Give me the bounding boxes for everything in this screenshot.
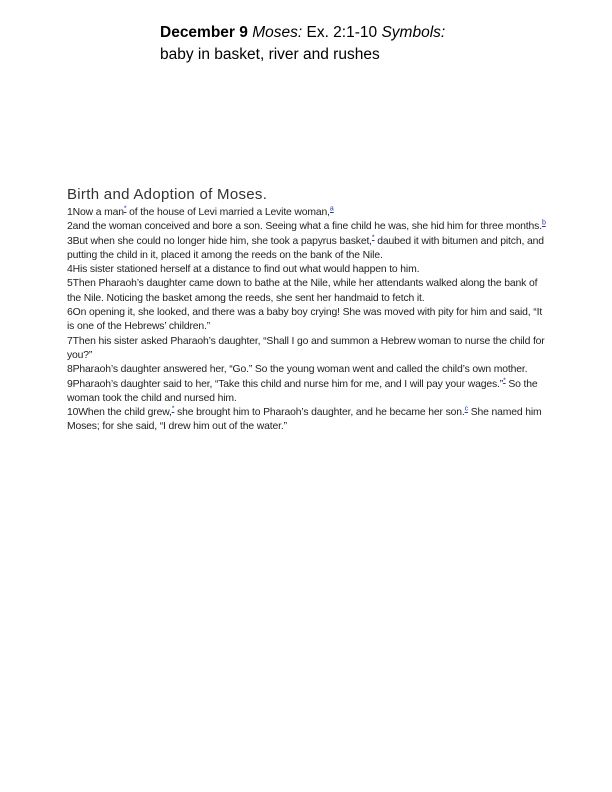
header-symbols-label: Symbols: xyxy=(381,24,446,41)
verse-10 xyxy=(67,406,551,435)
verse-text: she brought him to Pharaoh’s daughter, and he became her son. xyxy=(174,407,465,419)
verse-text: His sister stationed herself at a distance to find out what would happen to him. xyxy=(72,264,420,276)
verse-3 xyxy=(67,235,551,264)
verse-9 xyxy=(67,378,551,407)
verse-number: 9 xyxy=(67,378,73,390)
header-moses-label: Moses: xyxy=(252,24,303,41)
verse-text: of the house of Levi married a Levite woman, xyxy=(126,207,330,218)
verse-text: and the woman conceived and bore a son. Seeing what a fine child he was, she hid him for three months. xyxy=(72,221,542,233)
header-symbols-text: baby in basket, river and rushes xyxy=(160,46,380,63)
page-header xyxy=(160,22,450,66)
verse-6 xyxy=(67,306,551,335)
verse-8 xyxy=(67,363,551,377)
scripture-passage xyxy=(67,206,551,435)
verse-text: Pharaoh’s daughter said to her, “Take this child and nurse him for me, and I will pay your wages.” xyxy=(72,378,504,390)
verse-number: 8 xyxy=(67,364,73,376)
verse-2 xyxy=(67,220,551,234)
footnote-link[interactable]: * xyxy=(503,377,506,385)
verse-text: When the child grew, xyxy=(78,407,172,419)
verse-1 xyxy=(67,206,551,220)
footnote-link[interactable]: b xyxy=(541,219,546,227)
verse-number: 2 xyxy=(67,221,73,233)
verse-text: Pharaoh’s daughter answered her, “Go.” So the young woman went and called the child’s own mother. xyxy=(72,364,528,376)
footnote-link[interactable]: a xyxy=(329,205,334,213)
verse-text: But when she could no longer hide him, she took a papyrus basket, xyxy=(72,235,372,247)
verse-number: 10 xyxy=(67,407,79,419)
verse-7 xyxy=(67,335,551,364)
verse-number: 3 xyxy=(67,235,73,247)
section-title: Birth and Adoption of Moses. xyxy=(67,186,268,203)
verse-number: 1 xyxy=(67,207,73,218)
header-date: December 9 xyxy=(160,24,248,41)
verse-text: So the woman took the child and nursed him. xyxy=(67,378,538,404)
header-moses-ref: Ex. 2:1-10 xyxy=(306,24,378,41)
verse-4 xyxy=(67,263,551,277)
verse-5 xyxy=(67,277,551,306)
verse-text: Then Pharaoh’s daughter came down to bathe at the Nile, while her attendants walked along the bank of the Nile. Noticing the basket among the reeds, she sent her handmaid to fetch it. xyxy=(67,278,538,304)
verse-number: 7 xyxy=(67,335,73,347)
footnote-link[interactable]: c xyxy=(464,405,468,413)
verse-text: Now a man xyxy=(72,207,124,218)
footnote-link[interactable]: * xyxy=(171,405,175,413)
footnote-link[interactable]: * xyxy=(123,205,127,213)
verse-text: She named him Moses; for she said, “I drew him out of the water.” xyxy=(67,407,542,433)
verse-text: Then his sister asked Pharaoh’s daughter, “Shall I go and summon a Hebrew woman to nurse the child for you?” xyxy=(67,335,545,361)
footnote-link[interactable]: * xyxy=(371,234,375,242)
verse-number: 6 xyxy=(67,307,73,319)
verse-text: daubed it with bitumen and pitch, and putting the child in it, placed it among the reeds on the bank of the Nile. xyxy=(67,235,544,261)
verse-number: 5 xyxy=(67,278,73,290)
verse-text: On opening it, she looked, and there was a baby boy crying! She was moved with pity for him and said, “It is one of the Hebrews’ children.” xyxy=(67,307,543,333)
verse-number: 4 xyxy=(67,264,73,276)
